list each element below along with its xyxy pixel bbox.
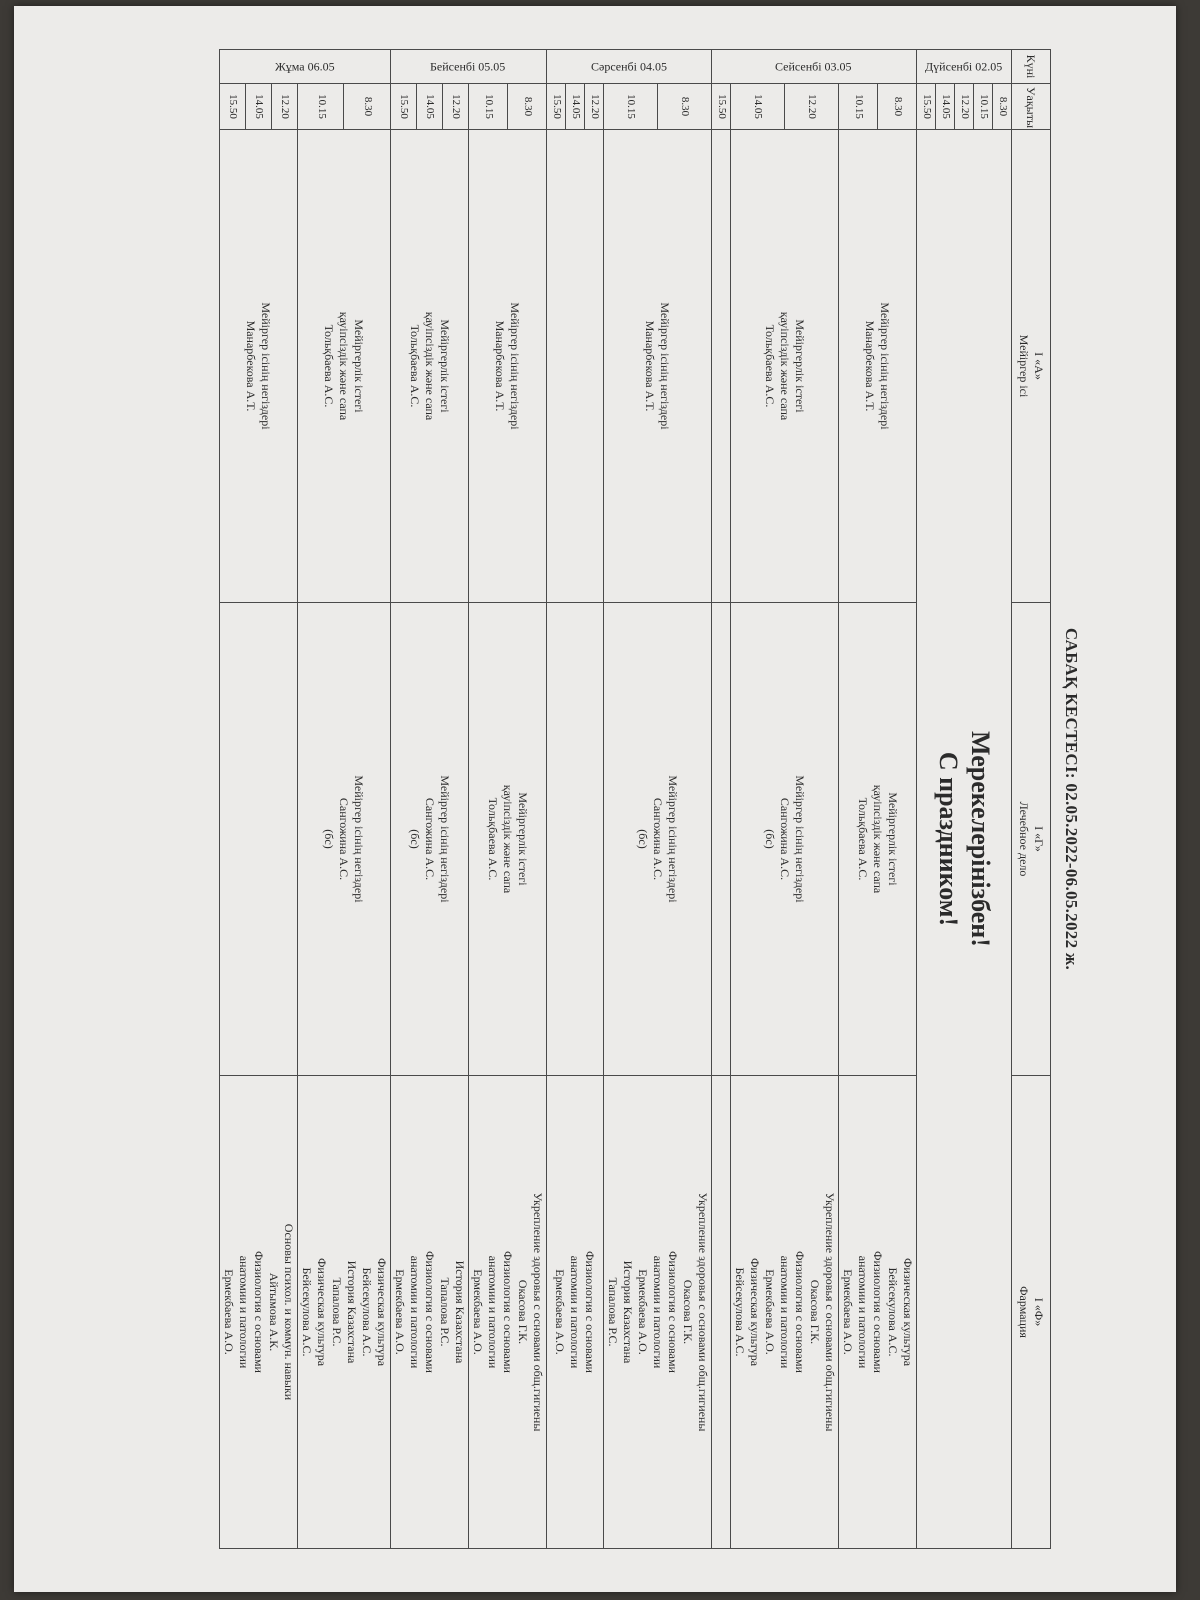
lesson-cell: [547, 130, 604, 603]
cell-line: Манарбекова А.Т.: [863, 320, 878, 412]
cell-line: Физиология с основами: [501, 1251, 515, 1373]
table-row: [712, 50, 731, 1549]
cell-line: Мейіргер ісінің негіздері: [259, 302, 274, 430]
cell-line: Основы психол. и коммун. навыки: [282, 1223, 296, 1401]
cell-line: Физическая культура: [901, 1257, 915, 1367]
day-label: Бейсенбі 05.05: [391, 50, 547, 84]
cell-line: Физическая культура: [375, 1257, 389, 1367]
time-cell: 10.15: [469, 84, 508, 130]
cell-line: (бс): [763, 829, 777, 849]
cell-line: Окасова Г.К.: [681, 1279, 695, 1345]
cell-line: анатомии и патологии: [568, 1255, 583, 1369]
cell-line: Мейіргерлік істегі: [438, 319, 452, 413]
time-cell: 15.50: [917, 84, 936, 130]
cell-line: Бейсекулова А.С.: [733, 1267, 747, 1357]
header-row: [1012, 50, 1051, 1549]
cell-line: Физиология с основами: [583, 1251, 598, 1373]
lesson-cell: [391, 603, 469, 1076]
time-cell: 10.15: [298, 84, 345, 130]
lesson-cell: [547, 1076, 604, 1549]
lesson-cell: [839, 130, 917, 603]
lesson-cell: [220, 1076, 298, 1549]
time-cell: 12.20: [272, 84, 298, 130]
cell-line: Физическая культура: [748, 1257, 762, 1367]
day-label: Сейсенбі 03.05: [712, 50, 917, 84]
cell-line: Укрепление здоровья с основами общ.гигиены: [696, 1192, 710, 1432]
time-cell: 14.05: [566, 84, 585, 130]
cell-line: Ермекбаева А.О.: [222, 1269, 236, 1355]
cell-line: Мейіргерлік істегі: [352, 319, 367, 413]
lesson-cell: [298, 1076, 391, 1549]
lesson-cell: [839, 603, 917, 1076]
document-title: САБАҚ КЕСТЕСІ: 02.05.2022-06.05.2022 ж.: [1062, 627, 1081, 971]
lesson-cell: [469, 130, 547, 603]
time-cell: 8.30: [878, 84, 917, 130]
lesson-cell: [604, 1076, 712, 1549]
cell-line: Ермекбаева А.О.: [393, 1269, 407, 1355]
cell-line: анатомии и патологии: [237, 1255, 251, 1369]
group-name: Мейіргер ісі: [1017, 334, 1031, 398]
holiday-message: [917, 130, 1012, 1549]
cell-line: Тольқбаева А.С.: [322, 324, 337, 408]
table-row: [272, 50, 298, 1549]
cell-line: Мейіргер ісінің негіздері: [658, 302, 673, 430]
lesson-cell: [712, 603, 731, 1076]
time-cell: 12.20: [785, 84, 839, 130]
group-name: Фармация: [1017, 1286, 1031, 1338]
time-cell: 10.15: [604, 84, 658, 130]
lesson-cell: [391, 1076, 469, 1549]
group-code: I «А»: [1032, 352, 1046, 380]
time-cell: 15.50: [547, 84, 566, 130]
cell-line: Айтымова А.К.: [267, 1272, 281, 1352]
cell-line: Ермекбаева А.О.: [553, 1269, 568, 1355]
lesson-cell: [731, 1076, 839, 1549]
table-row: [785, 50, 839, 1549]
cell-line: Бейсекулова А.С.: [886, 1267, 900, 1357]
cell-line: История Казахстана: [345, 1260, 359, 1364]
cell-line: Физиология с основами: [423, 1251, 437, 1373]
cell-line: Тольқбаева А.С.: [856, 797, 870, 881]
header-group-f: [1012, 1076, 1051, 1549]
cell-line: қауіпсіздік және сапа: [423, 311, 437, 421]
lesson-cell: [469, 603, 547, 1076]
cell-line: Сангожина А.С.: [778, 797, 792, 881]
cell-line: Бейсекулова А.С.: [360, 1267, 374, 1357]
lesson-cell: [712, 130, 731, 603]
time-cell: 10.15: [974, 84, 993, 130]
cell-line: Манарбекова А.Т.: [244, 320, 259, 412]
cell-line: қауіпсіздік және сапа: [778, 311, 792, 421]
cell-line: История Казахстана: [621, 1260, 635, 1364]
holiday-line: С праздником!: [934, 751, 963, 927]
time-cell: 14.05: [936, 84, 955, 130]
header-group-a: [1012, 130, 1051, 603]
cell-line: Укрепление здоровья с основами общ.гигиены: [823, 1192, 837, 1432]
cell-line: анатомии и патологии: [651, 1255, 665, 1369]
lesson-cell: [547, 603, 604, 1076]
cell-line: Мейіргерлік істегі: [886, 792, 900, 886]
cell-line: Физическая культура: [315, 1257, 329, 1367]
day-label: Жұма 06.05: [220, 50, 391, 84]
document-page: [14, 6, 1176, 1592]
cell-line: (бс): [322, 829, 337, 849]
time-cell: 12.20: [585, 84, 604, 130]
cell-line: Тольқбаева А.С.: [763, 324, 777, 408]
header-time: Уақыты: [1012, 84, 1051, 130]
lesson-cell: [220, 130, 298, 603]
cell-line: Ермекбаева А.О.: [471, 1269, 485, 1355]
cell-line: Ермекбаева А.О.: [636, 1269, 650, 1355]
header-group-g: [1012, 603, 1051, 1076]
time-cell: 8.30: [344, 84, 391, 130]
cell-line: қауіпсіздік және сапа: [501, 784, 515, 894]
cell-line: Физиология с основами: [666, 1251, 680, 1373]
table-row: [585, 50, 604, 1549]
lesson-cell: [220, 603, 298, 1076]
cell-line: Мейіргер ісінің негіздері: [508, 302, 523, 430]
cell-line: Мейіргер ісінің негіздері: [438, 775, 452, 903]
cell-line: Мейіргер ісінің негіздері: [666, 775, 680, 903]
cell-line: Физиология с основами: [252, 1251, 266, 1373]
time-cell: 12.20: [955, 84, 974, 130]
lesson-cell: [391, 130, 469, 603]
time-cell: 14.05: [246, 84, 272, 130]
table-row: [344, 50, 391, 1549]
day-label: Дүйсенбі 02.05: [917, 50, 1012, 84]
holiday-line: Мерекелерінізбен!: [966, 731, 996, 947]
group-name: Лечебное дело: [1017, 801, 1031, 877]
schedule-body: [220, 50, 1012, 1549]
cell-line: Мейіргер ісінің негіздері: [352, 775, 367, 903]
time-cell: 15.50: [220, 84, 246, 130]
lesson-cell: [604, 603, 712, 1076]
cell-line: История Казахстана: [453, 1260, 467, 1364]
time-cell: 14.05: [417, 84, 443, 130]
time-cell: 10.15: [839, 84, 878, 130]
day-label: Сәрсенбі 04.05: [547, 50, 712, 84]
cell-line: Мейіргер ісінің негіздері: [878, 302, 893, 430]
cell-line: Окасова Г.К.: [808, 1279, 822, 1345]
cell-line: Сангожина А.С.: [423, 797, 437, 881]
time-cell: 14.05: [731, 84, 785, 130]
cell-line: Ермекбаева А.О.: [841, 1269, 855, 1355]
cell-line: Тольқбаева А.С.: [486, 797, 500, 881]
time-cell: 15.50: [712, 84, 731, 130]
time-cell: 8.30: [508, 84, 547, 130]
lesson-cell: [469, 1076, 547, 1549]
cell-line: Тольқбаева А.С.: [408, 324, 422, 408]
cell-line: Мейіргер ісінің негіздері: [793, 775, 807, 903]
group-code: I «Г»: [1032, 826, 1046, 852]
cell-line: Сангожина А.С.: [651, 797, 665, 881]
time-cell: 8.30: [993, 84, 1012, 130]
cell-line: Мейіргерлік істегі: [793, 319, 807, 413]
cell-line: анатомии и патологии: [486, 1255, 500, 1369]
lesson-cell: [839, 1076, 917, 1549]
cell-line: Тапалова Р.С.: [330, 1277, 344, 1347]
cell-line: Сангожина А.С.: [337, 797, 352, 881]
cell-line: Тапалова Р.С.: [606, 1277, 620, 1347]
lesson-cell: [731, 603, 839, 1076]
cell-line: Тапалова Р.С.: [438, 1277, 452, 1347]
cell-line: анатомии и патологии: [408, 1255, 422, 1369]
cell-line: Манарбекова А.Т.: [493, 320, 508, 412]
cell-line: Манарбекова А.Т.: [643, 320, 658, 412]
cell-line: Мейіргерлік істегі: [516, 792, 530, 886]
lesson-cell: [731, 130, 839, 603]
schedule-table: [219, 49, 1051, 1549]
group-code: I «Ф»: [1032, 1297, 1046, 1327]
lesson-cell: [604, 130, 712, 603]
lesson-cell: [298, 130, 391, 603]
time-cell: 15.50: [391, 84, 417, 130]
cell-line: Окасова Г.К.: [516, 1279, 530, 1345]
table-row: [878, 50, 917, 1549]
schedule-sheet: [105, 49, 1085, 1549]
cell-line: Физиология с основами: [871, 1251, 885, 1373]
cell-line: Бейсекулова А.С.: [300, 1267, 314, 1357]
time-cell: 12.20: [443, 84, 469, 130]
table-row: [508, 50, 547, 1549]
time-cell: 8.30: [658, 84, 712, 130]
cell-line: (бс): [636, 829, 650, 849]
cell-line: анатомии и патологии: [778, 1255, 792, 1369]
table-row: [993, 50, 1012, 1549]
cell-line: Укрепление здоровья с основами общ.гигиены: [531, 1192, 545, 1432]
table-row: [658, 50, 712, 1549]
cell-line: қауіпсіздік және сапа: [337, 311, 352, 421]
header-day: Күні: [1012, 50, 1051, 84]
cell-line: анатомии и патологии: [856, 1255, 870, 1369]
lesson-cell: [298, 603, 391, 1076]
cell-line: Ермекбаева А.О.: [763, 1269, 777, 1355]
cell-line: (бс): [408, 829, 422, 849]
cell-line: Физиология с основами: [793, 1251, 807, 1373]
table-row: [443, 50, 469, 1549]
lesson-cell: [712, 1076, 731, 1549]
cell-line: қауіпсіздік және сапа: [871, 784, 885, 894]
